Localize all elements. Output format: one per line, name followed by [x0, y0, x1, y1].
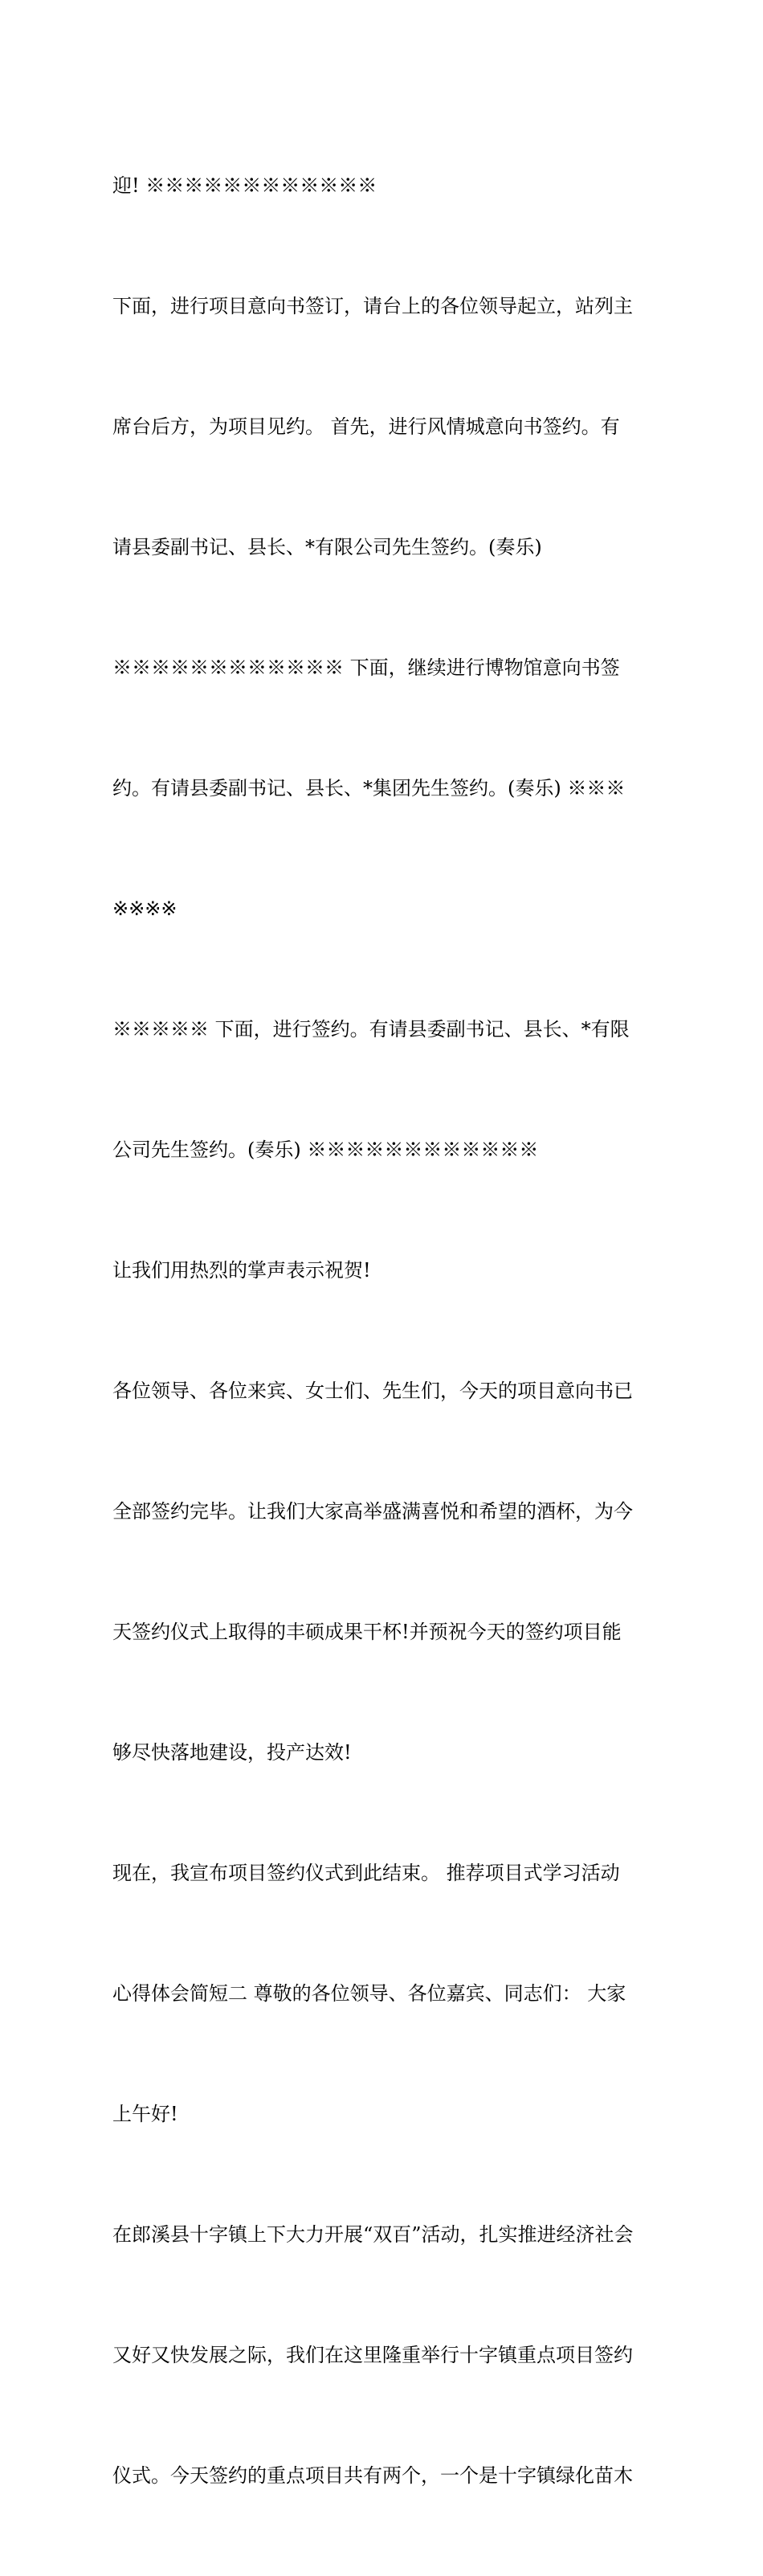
document-body [112, 85, 659, 2576]
text-line: 心得体会简短二 尊敬的各位领导、各位嘉宾、同志们： 大家 [112, 1982, 626, 2005]
text-line: 够尽快落地建设，投产达效! [112, 1741, 352, 1764]
text-line: 现在，我宣布项目签约仪式到此结束。 推荐项目式学习活动 [112, 1862, 620, 1884]
text-line: 公司先生签约。(奏乐) ※※※※※※※※※※※※ [112, 1139, 539, 1161]
text-line: 上午好! [112, 2103, 178, 2125]
text-line: 请县委副书记、县长、*有限公司先生签约。(奏乐) [112, 536, 542, 558]
text-line: ※※※※ [112, 898, 177, 920]
text-line: 下面，进行项目意向书签订，请台上的各位领导起立，站列主 [112, 295, 633, 317]
text-line: 各位领导、各位来宾、女士们、先生们，今天的项目意向书已 [112, 1380, 633, 1402]
text-block [112, 85, 659, 2576]
text-line: ※※※※※※※※※※※※ 下面，继续进行博物馆意向书签 [112, 656, 620, 679]
text-line: ※※※※※ 下面，进行签约。有请县委副书记、县长、*有限 [112, 1018, 630, 1041]
text-line: 迎! ※※※※※※※※※※※※ [112, 174, 377, 197]
text-line: 约。有请县委副书记、县长、*集团先生签约。(奏乐) ※※※ [112, 777, 626, 799]
text-line: 席台后方，为项目见约。 首先，进行风情城意向书签约。有 [112, 415, 620, 438]
text-line: 又好又快发展之际，我们在这里隆重举行十字镇重点项目签约 [112, 2344, 633, 2366]
text-line: 仪式。今天签约的重点项目共有两个，一个是十字镇绿化苗木 [112, 2464, 633, 2487]
text-line: 在郎溪县十字镇上下大力开展“双百”活动，扎实推进经济社会 [112, 2223, 634, 2246]
text-line: 全部签约完毕。让我们大家高举盛满喜悦和希望的酒杯，为今 [112, 1500, 633, 1523]
text-line: 让我们用热烈的掌声表示祝贺! [112, 1259, 371, 1282]
text-line: 天签约仪式上取得的丰硕成果干杯!并预祝今天的签约项目能 [112, 1621, 622, 1643]
